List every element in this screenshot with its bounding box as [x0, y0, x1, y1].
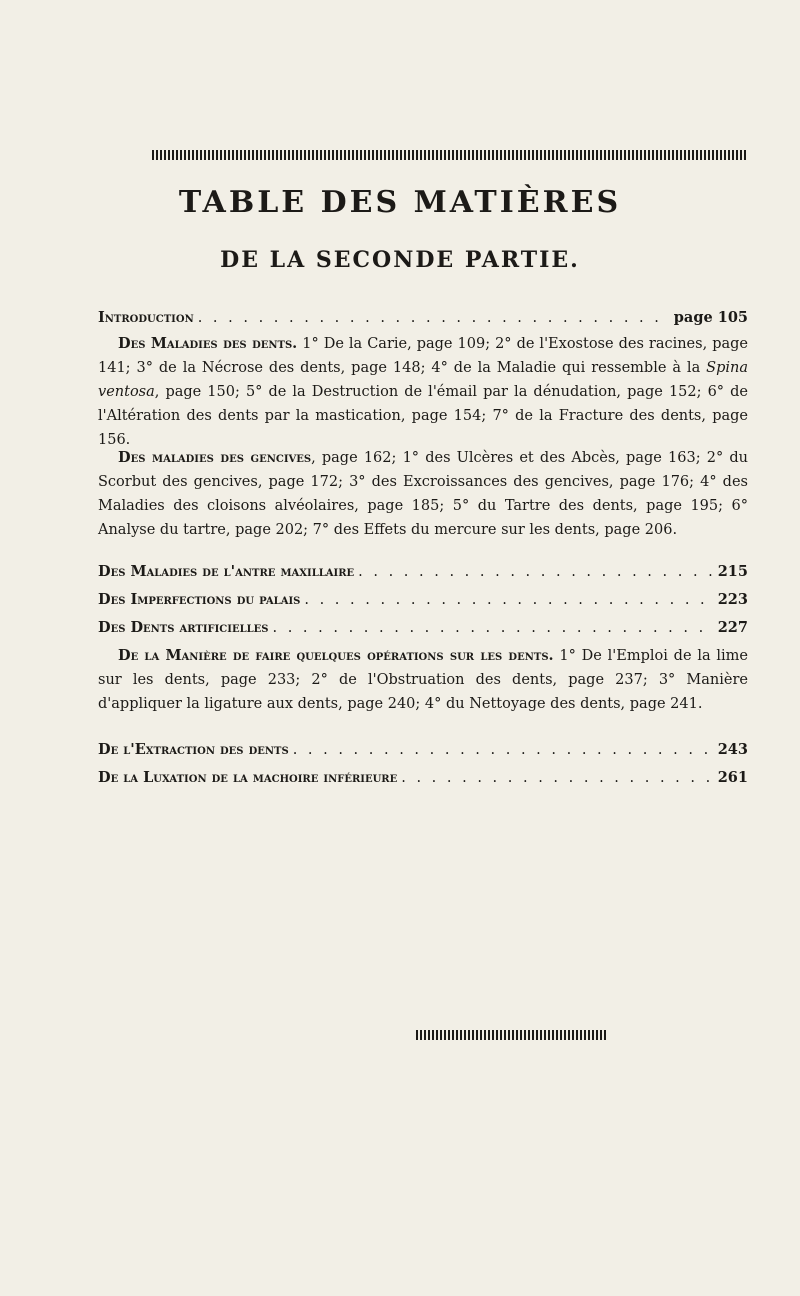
toc-entry-heading: Des Maladies des dents. — [118, 335, 298, 352]
toc-entry-extraction — [98, 738, 748, 762]
toc-entry-label: Introduction — [98, 309, 194, 326]
toc-entry-text: 1° De l'Emploi de la lime sur les dents, page 233; 2° de l'Obstruation des dents, page 237; 3° Manière d'appliquer la ligature aux dents, page 240; 4° du Nettoyage des dents, page 241. — [98, 648, 748, 712]
top-ornamental-rule — [152, 150, 748, 160]
toc-entry-italic: Spina ventosa — [98, 360, 748, 400]
dot-leader — [304, 588, 713, 612]
toc-entry-page: 243 — [717, 741, 748, 758]
toc-entry-text: 1° De la Carie, page 109; 2° de l'Exostose des racines, page 141; 3° de la Nécrose des dents, page 148; 4° de la Maladie qui ressemble à la — [98, 336, 748, 376]
toc-entry-page: 215 — [717, 563, 748, 580]
bottom-ornamental-rule — [416, 1030, 606, 1040]
toc-entry-heading: Des maladies des gencives — [118, 449, 312, 466]
toc-entry-label: Des Maladies de l'antre maxillaire — [98, 563, 355, 580]
toc-entry-antre-maxillaire — [98, 560, 748, 584]
dot-leader — [293, 738, 714, 762]
toc-entry-luxation — [98, 766, 748, 790]
dot-leader — [198, 306, 670, 330]
page-subtitle: DE LA SECONDE PARTIE. — [220, 247, 580, 273]
toc-entry-label: Des Imperfections du palais — [98, 591, 301, 608]
toc-paragraph — [98, 446, 748, 542]
toc-entry-maladies-des-dents — [98, 332, 748, 452]
toc-entry-maladies-des-gencives — [98, 446, 748, 542]
toc-entry-label: Des Dents artificielles — [98, 619, 269, 636]
dot-leader — [401, 766, 713, 790]
toc-entry-operations-sur-dents — [98, 644, 748, 716]
toc-entry-heading: De la Manière de faire quelques opérations sur les dents. — [118, 647, 554, 664]
toc-entry-label: De l'Extraction des dents — [98, 741, 289, 758]
toc-entry-text: , page 162; 1° des Ulcères et des Abcès, page 163; 2° du Scorbut des gencives, page 172; 3° des Excroissances des gencives, page 176; 4° des Maladies des cloisons alvéolaires, page 185; 5° du Tartre des dents, page 195; 6° Analyse du tartre, page 202; 7° des Effets du mercure sur les dents, page 206. — [98, 450, 748, 538]
dot-leader — [272, 616, 713, 640]
toc-paragraph — [98, 644, 748, 716]
toc-entry-page: 261 — [717, 769, 748, 786]
page-title: TABLE DES MATIÈRES — [178, 185, 622, 220]
dot-leader — [358, 560, 714, 584]
toc-entry-label: De la Luxation de la machoire inférieure — [98, 769, 398, 786]
toc-entry-page: page 105 — [673, 309, 748, 326]
toc-entry-dents-artificielles — [98, 616, 748, 640]
toc-entry-text: , page 150; 5° de la Destruction de l'émail par la dénudation, page 152; 6° de l'Altération des dents par la mastication, page 154; 7° de la Fracture des dents, page 156. — [98, 384, 748, 448]
toc-paragraph — [98, 332, 748, 452]
toc-entry-imperfections-palais — [98, 588, 748, 612]
toc-entry-introduction — [98, 306, 748, 330]
toc-entry-page: 227 — [717, 619, 748, 636]
toc-entry-page: 223 — [717, 591, 748, 608]
